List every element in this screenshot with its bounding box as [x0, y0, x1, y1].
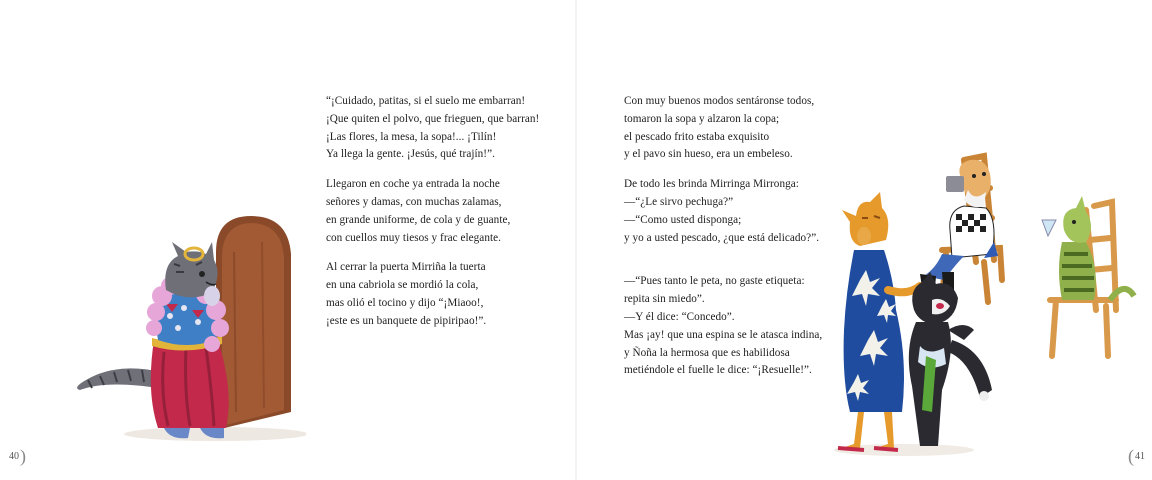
- poem-line: —Y él dice: “Concedo”.: [624, 310, 735, 323]
- poem-line: mas olió el tocino y dijo “¡Miaoo!,: [326, 296, 484, 309]
- poem-line: señores y damas, con muchas zalamas,: [326, 195, 502, 208]
- page-number-text: 40: [9, 450, 19, 462]
- poem-line: y el pavo sin hueso, era un embeleso.: [624, 148, 793, 161]
- poem-line: Con muy buenos modos sentáronse todos,: [624, 95, 815, 107]
- poem-right: [624, 93, 822, 392]
- poem-line: y Ñoña la hermosa que es habilidosa: [624, 346, 790, 359]
- poem-line: ¡Las flores, la mesa, la sopa!... ¡Tilín!: [326, 130, 497, 143]
- poem-line: De todo les brinda Mirringa Mirronga:: [624, 178, 799, 191]
- poem-line: tomaron la sopa y alzaron la copa;: [624, 112, 780, 125]
- poem-line: el pescado frito estaba exquisito: [624, 130, 770, 143]
- poem-line: —“Como usted disponga;: [624, 213, 742, 226]
- page-number-text: 41: [1135, 450, 1145, 462]
- right-page: [576, 0, 1152, 480]
- poem-line: ¡Que quiten el polvo, que frieguen, que barran!: [326, 112, 540, 125]
- poem-line: Al cerrar la puerta Mirriña la tuerta: [326, 261, 486, 274]
- poem-line: Llegaron en coche ya entrada la noche: [326, 178, 500, 191]
- poem-line: repita sin miedo”.: [624, 293, 705, 306]
- poem-line: “¡Cuidado, patitas, si el suelo me embarran!: [326, 95, 526, 107]
- poem-line: en una cabriola se mordió la cola,: [326, 279, 479, 292]
- stanza-1: [624, 93, 822, 164]
- poem-line: en grande uniforme, de cola y de guante,: [326, 213, 511, 226]
- page-number-left: [9, 447, 26, 465]
- poem-line: —“Pues tanto le peta, no gaste etiqueta:: [624, 275, 805, 288]
- folio-bracket-icon: ): [20, 446, 26, 466]
- stanza-1: [326, 93, 539, 164]
- page-number-right: [1128, 447, 1145, 465]
- poem-line: ¡este es un banquete de pipiripao!”.: [326, 314, 487, 327]
- poem-left: [326, 93, 539, 343]
- cat-lady-at-door-illustration: [66, 212, 306, 444]
- folio-bracket-icon: (: [1128, 446, 1134, 466]
- poem-line: Ya llega la gente. ¡Jesús, qué trajín!”.: [326, 148, 495, 161]
- poem-line: Mas ¡ay! que una espina se le atasca indina,: [624, 328, 823, 341]
- stanza-2: [624, 176, 822, 247]
- stanza-2: [326, 176, 539, 247]
- stanza-3: [326, 259, 539, 330]
- poem-line: con cuellos muy tiesos y frac elegante.: [326, 231, 501, 244]
- stanza-3: [624, 273, 822, 380]
- poem-line: y yo a usted pescado, ¿que está delicado?”.: [624, 231, 820, 244]
- cats-at-banquet-illustration: [824, 150, 1142, 460]
- poem-line: —“¿Le sirvo pechuga?”: [624, 195, 734, 208]
- poem-line: metiéndole el fuelle le dice: “¡Resuelle!”.: [624, 364, 812, 377]
